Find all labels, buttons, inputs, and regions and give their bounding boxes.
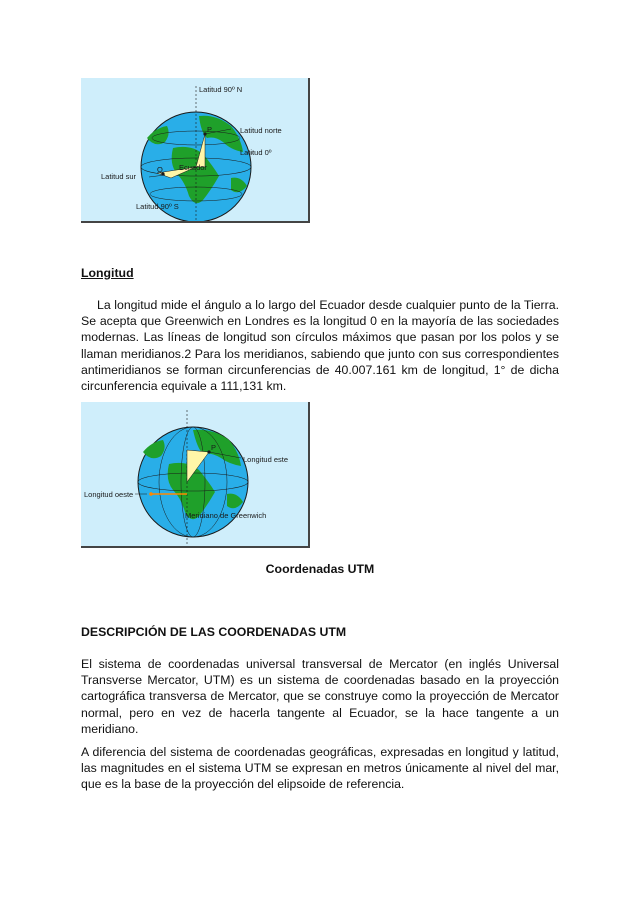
latitude-globe-figure	[81, 78, 310, 223]
longitud-paragraph: La longitud mide el ángulo a lo largo del Ecuador desde cualquier punto de la Tierra. Se acepta que Greenwich en Londres es la longitud 0 en la mayoría de las sociedades modernas. Las líneas de longitud son círculos máximos que pasan por los polos y se llaman meridianos.2 Para los meridianos, sabiendo que junto con sus correspondientes antimeridianos se forman circunferencias de 40.007.161 km de longitud, 1° de dicha circunferencia equivale a 111,131 km.	[81, 298, 559, 394]
longitude-globe-figure	[81, 402, 310, 548]
label-latitud-norte: Latitud norte	[240, 126, 282, 135]
label-point-q: Q	[157, 165, 163, 174]
label-ecuador: Ecuador	[179, 163, 207, 172]
label-point-p: P	[211, 443, 217, 452]
longitud-heading: Longitud	[81, 266, 134, 280]
descripcion-paragraph-1: El sistema de coordenadas universal transversal de Mercator (en inglés Universal Transverse Mercator, UTM) es un sistema de coordenadas basado en la proyección cartográfica transversa de Mercator, que se construye como la proyección de Mercator normal, pero en vez de hacerla tangente al Ecuador, se la hace tangente a un meridiano.	[81, 657, 559, 736]
longitude-globe-illustration	[81, 402, 308, 545]
descripcion-heading: DESCRIPCIÓN DE LAS COORDENADAS UTM	[81, 625, 347, 639]
label-meridiano-greenwich: Meridiano de Greenwich	[185, 511, 267, 520]
utm-title: Coordenadas UTM	[265, 562, 375, 576]
latitude-globe-illustration	[81, 78, 308, 221]
label-point-p: P	[207, 125, 213, 134]
point-west-marker	[149, 492, 153, 496]
label-latitud-90-s: Latitud 90º S	[136, 202, 179, 211]
label-latitud-sur: Latitud sur	[101, 172, 137, 181]
label-longitud-este: Longitud este	[243, 455, 289, 464]
label-longitud-oeste: Longitud oeste	[84, 490, 134, 499]
descripcion-paragraph-2: A diferencia del sistema de coordenadas geográficas, expresadas en longitud y latitud, las magnitudes en el sistema UTM se expresan en metros únicamente al nivel del mar, que es la base de la proyección del elipsoide de referencia.	[81, 745, 559, 792]
label-latitud-90-n: Latitud 90º N	[199, 85, 243, 94]
label-latitud-0: Latitud 0º	[240, 148, 272, 157]
